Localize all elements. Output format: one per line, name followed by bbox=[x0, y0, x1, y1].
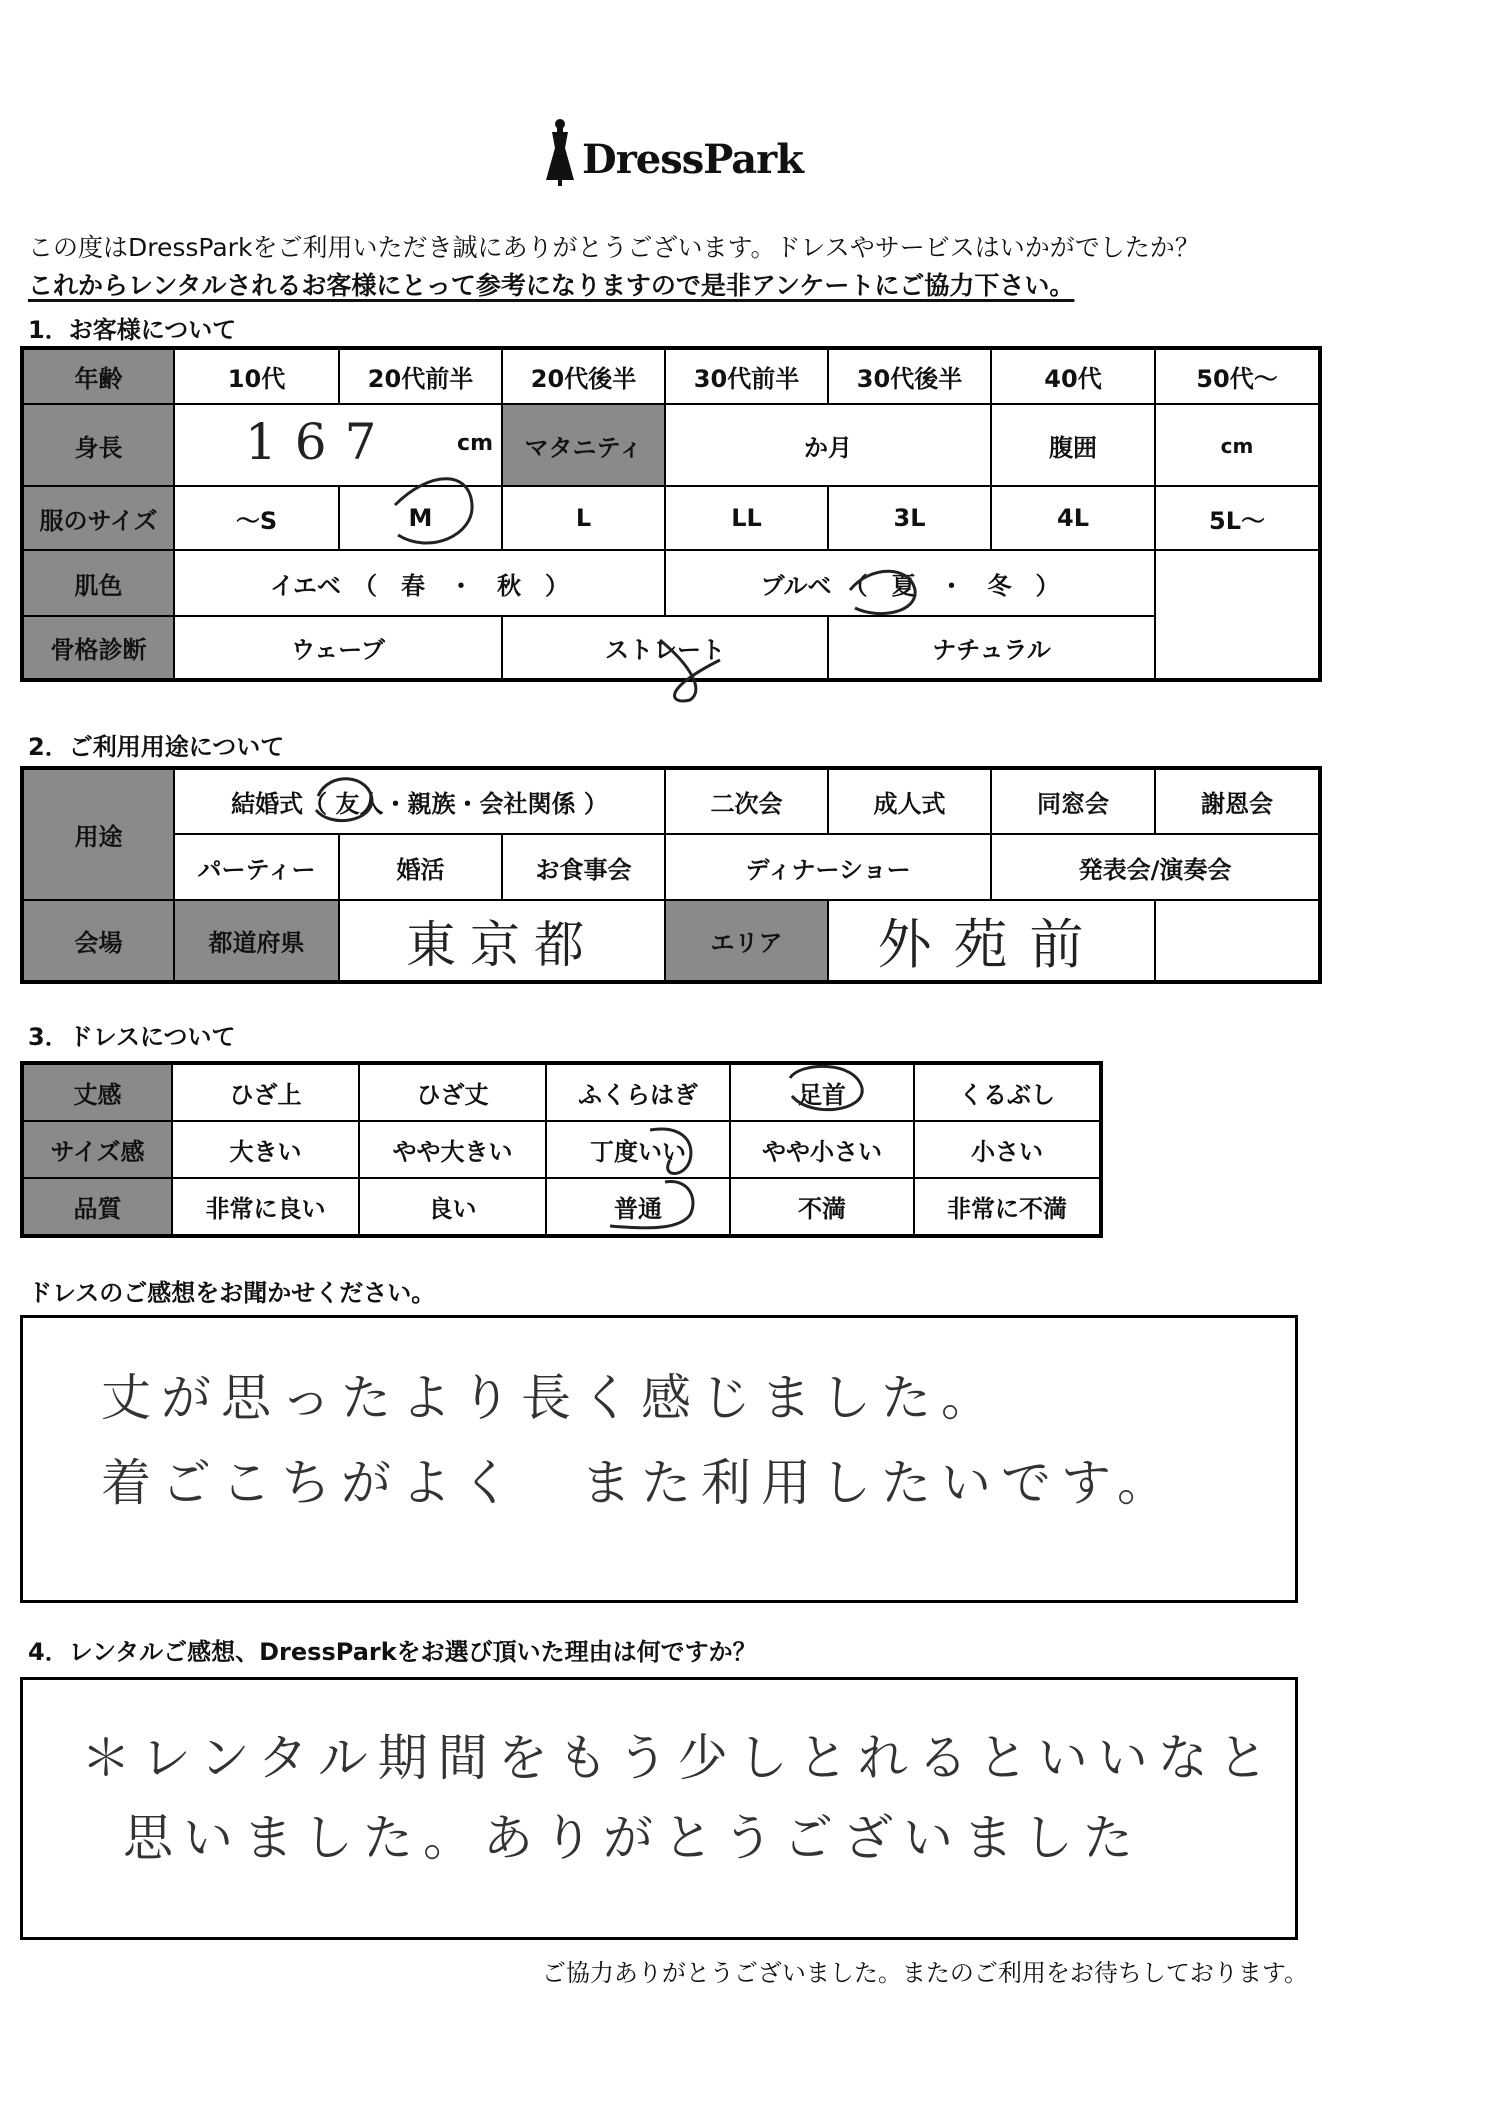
frame-row bbox=[22, 616, 1320, 680]
fit-option[interactable]: やや大きい bbox=[359, 1121, 546, 1178]
section1-title: 1．お客様について bbox=[28, 316, 237, 344]
size-option-selected[interactable]: M bbox=[339, 486, 502, 550]
size-option[interactable]: LL bbox=[665, 486, 828, 550]
fit-option[interactable]: 小さい bbox=[914, 1121, 1101, 1178]
usage-row-1 bbox=[22, 768, 1320, 834]
venue-empty bbox=[1155, 900, 1320, 982]
length-option[interactable]: くるぶし bbox=[914, 1063, 1101, 1121]
frame-option[interactable]: ウェーブ bbox=[174, 616, 502, 680]
age-option[interactable]: 50代～ bbox=[1155, 348, 1320, 404]
skin-empty bbox=[1155, 550, 1320, 616]
quality-option[interactable]: 良い bbox=[359, 1178, 546, 1236]
age-option[interactable]: 20代後半 bbox=[502, 348, 665, 404]
section2-title: 2．ご利用用途について bbox=[28, 733, 285, 761]
usage-option[interactable]: ディナーショー bbox=[665, 834, 991, 900]
section4-title: 4．レンタルご感想、DressParkをお選び頂いた理由は何ですか？ bbox=[28, 1638, 757, 1666]
impression-line: 着ごこちがよく また利用したいです。 bbox=[101, 1454, 1177, 1512]
pref-value: 東京都 bbox=[406, 915, 598, 974]
age-option[interactable]: 10代 bbox=[174, 348, 339, 404]
dress-table bbox=[20, 1061, 1103, 1238]
length-option[interactable]: ふくらはぎ bbox=[546, 1063, 730, 1121]
footer-text: ご協力ありがとうございました。またのご利用をお待ちしております。 bbox=[541, 1959, 1308, 1987]
frame-label: 骨格診断 bbox=[22, 616, 174, 680]
skin-row bbox=[22, 550, 1320, 616]
pref-field[interactable] bbox=[339, 900, 665, 982]
brand-logo bbox=[540, 118, 803, 188]
area-label: エリア bbox=[665, 900, 828, 982]
size-option[interactable]: 5L～ bbox=[1155, 486, 1320, 550]
usage-option[interactable]: 謝恩会 bbox=[1155, 768, 1320, 834]
dress-icon bbox=[540, 118, 580, 188]
fit-label: サイズ感 bbox=[22, 1121, 172, 1178]
usage-option[interactable]: 同窓会 bbox=[991, 768, 1155, 834]
impression-line: 丈が思ったより長く感じました。 bbox=[101, 1369, 1001, 1427]
area-value: 外苑前 bbox=[877, 913, 1106, 976]
height-label: 身長 bbox=[22, 404, 174, 486]
maternity-months-field[interactable] bbox=[665, 404, 991, 486]
height-row bbox=[22, 404, 1320, 486]
quality-option-selected[interactable]: 普通 bbox=[546, 1178, 730, 1236]
frame-option[interactable]: ナチュラル bbox=[828, 616, 1155, 680]
maternity-months-unit: か月 bbox=[804, 433, 852, 462]
size-label: 服のサイズ bbox=[22, 486, 174, 550]
quality-option[interactable]: 不満 bbox=[730, 1178, 914, 1236]
length-option[interactable]: ひざ上 bbox=[172, 1063, 359, 1121]
skin-blue-option[interactable]: ブルベ （ 夏 ・ 冬 ） bbox=[665, 550, 1155, 616]
usage-label: 用途 bbox=[22, 768, 174, 900]
quality-label: 品質 bbox=[22, 1178, 172, 1236]
size-option[interactable]: L bbox=[502, 486, 665, 550]
usage-option[interactable]: 発表会/演奏会 bbox=[991, 834, 1320, 900]
fit-option-selected[interactable]: 丁度いい bbox=[546, 1121, 730, 1178]
age-option[interactable]: 30代後半 bbox=[828, 348, 991, 404]
size-option[interactable]: 4L bbox=[991, 486, 1155, 550]
length-option-selected[interactable]: 足首 bbox=[730, 1063, 914, 1121]
skin-yellow-option[interactable]: イエベ （ 春 ・ 秋 ） bbox=[174, 550, 665, 616]
usage-table bbox=[20, 766, 1322, 984]
age-option[interactable]: 30代前半 bbox=[665, 348, 828, 404]
pref-label: 都道府県 bbox=[174, 900, 339, 982]
venue-label: 会場 bbox=[22, 900, 174, 982]
age-option[interactable]: 20代前半 bbox=[339, 348, 502, 404]
usage-wedding-option[interactable]: 結婚式（ 友人・親族・会社関係 ） bbox=[174, 768, 665, 834]
frame-option-selected[interactable]: ストレート bbox=[502, 616, 828, 680]
quality-option[interactable]: 非常に良い bbox=[172, 1178, 359, 1236]
size-option[interactable]: 3L bbox=[828, 486, 991, 550]
section3-title: 3．ドレスについて bbox=[28, 1023, 236, 1051]
venue-row bbox=[22, 900, 1320, 982]
usage-row-2 bbox=[22, 834, 1320, 900]
usage-option[interactable]: パーティー bbox=[174, 834, 339, 900]
length-label: 丈感 bbox=[22, 1063, 172, 1121]
intro-text: この度はDressParkをご利用いただき誠にありがとうございます。ドレスやサービスはいかがでしたか？ bbox=[28, 233, 1200, 262]
quality-option[interactable]: 非常に不満 bbox=[914, 1178, 1101, 1236]
quality-row bbox=[22, 1178, 1101, 1236]
age-row bbox=[22, 348, 1320, 404]
reason-line: 思いました。ありがとうございました bbox=[123, 1809, 1143, 1867]
area-field[interactable] bbox=[828, 900, 1155, 982]
skin-label: 肌色 bbox=[22, 550, 174, 616]
height-value: 167 bbox=[245, 413, 395, 471]
age-option[interactable]: 40代 bbox=[991, 348, 1155, 404]
reason-line: ＊レンタル期間をもう少しとれるといいなと bbox=[81, 1729, 1278, 1787]
waist-unit: cm bbox=[1220, 434, 1254, 458]
waist-field[interactable] bbox=[1155, 404, 1320, 486]
intro-request: これからレンタルされるお客様にとって参考になりますので是非アンケートにご協力下さい。 bbox=[28, 271, 1075, 300]
waist-label: 腹囲 bbox=[991, 404, 1155, 486]
size-row bbox=[22, 486, 1320, 550]
customer-table bbox=[20, 346, 1322, 682]
age-label: 年齢 bbox=[22, 348, 174, 404]
impression-textarea[interactable] bbox=[20, 1315, 1298, 1603]
usage-option[interactable]: 成人式 bbox=[828, 768, 991, 834]
usage-option[interactable]: 二次会 bbox=[665, 768, 828, 834]
length-row bbox=[22, 1063, 1101, 1121]
size-option[interactable]: ～S bbox=[174, 486, 339, 550]
brand-name: DressPark bbox=[582, 136, 803, 183]
height-field[interactable] bbox=[174, 404, 502, 486]
reason-textarea[interactable] bbox=[20, 1677, 1298, 1940]
usage-option[interactable]: お食事会 bbox=[502, 834, 665, 900]
fit-option[interactable]: やや小さい bbox=[730, 1121, 914, 1178]
frame-empty bbox=[1155, 616, 1320, 680]
length-option[interactable]: ひざ丈 bbox=[359, 1063, 546, 1121]
fit-option[interactable]: 大きい bbox=[172, 1121, 359, 1178]
maternity-label: マタニティ bbox=[502, 404, 665, 486]
usage-option[interactable]: 婚活 bbox=[339, 834, 502, 900]
impression-title: ドレスのご感想をお聞かせください。 bbox=[28, 1279, 436, 1307]
height-unit: cm bbox=[457, 431, 493, 456]
fit-row bbox=[22, 1121, 1101, 1178]
